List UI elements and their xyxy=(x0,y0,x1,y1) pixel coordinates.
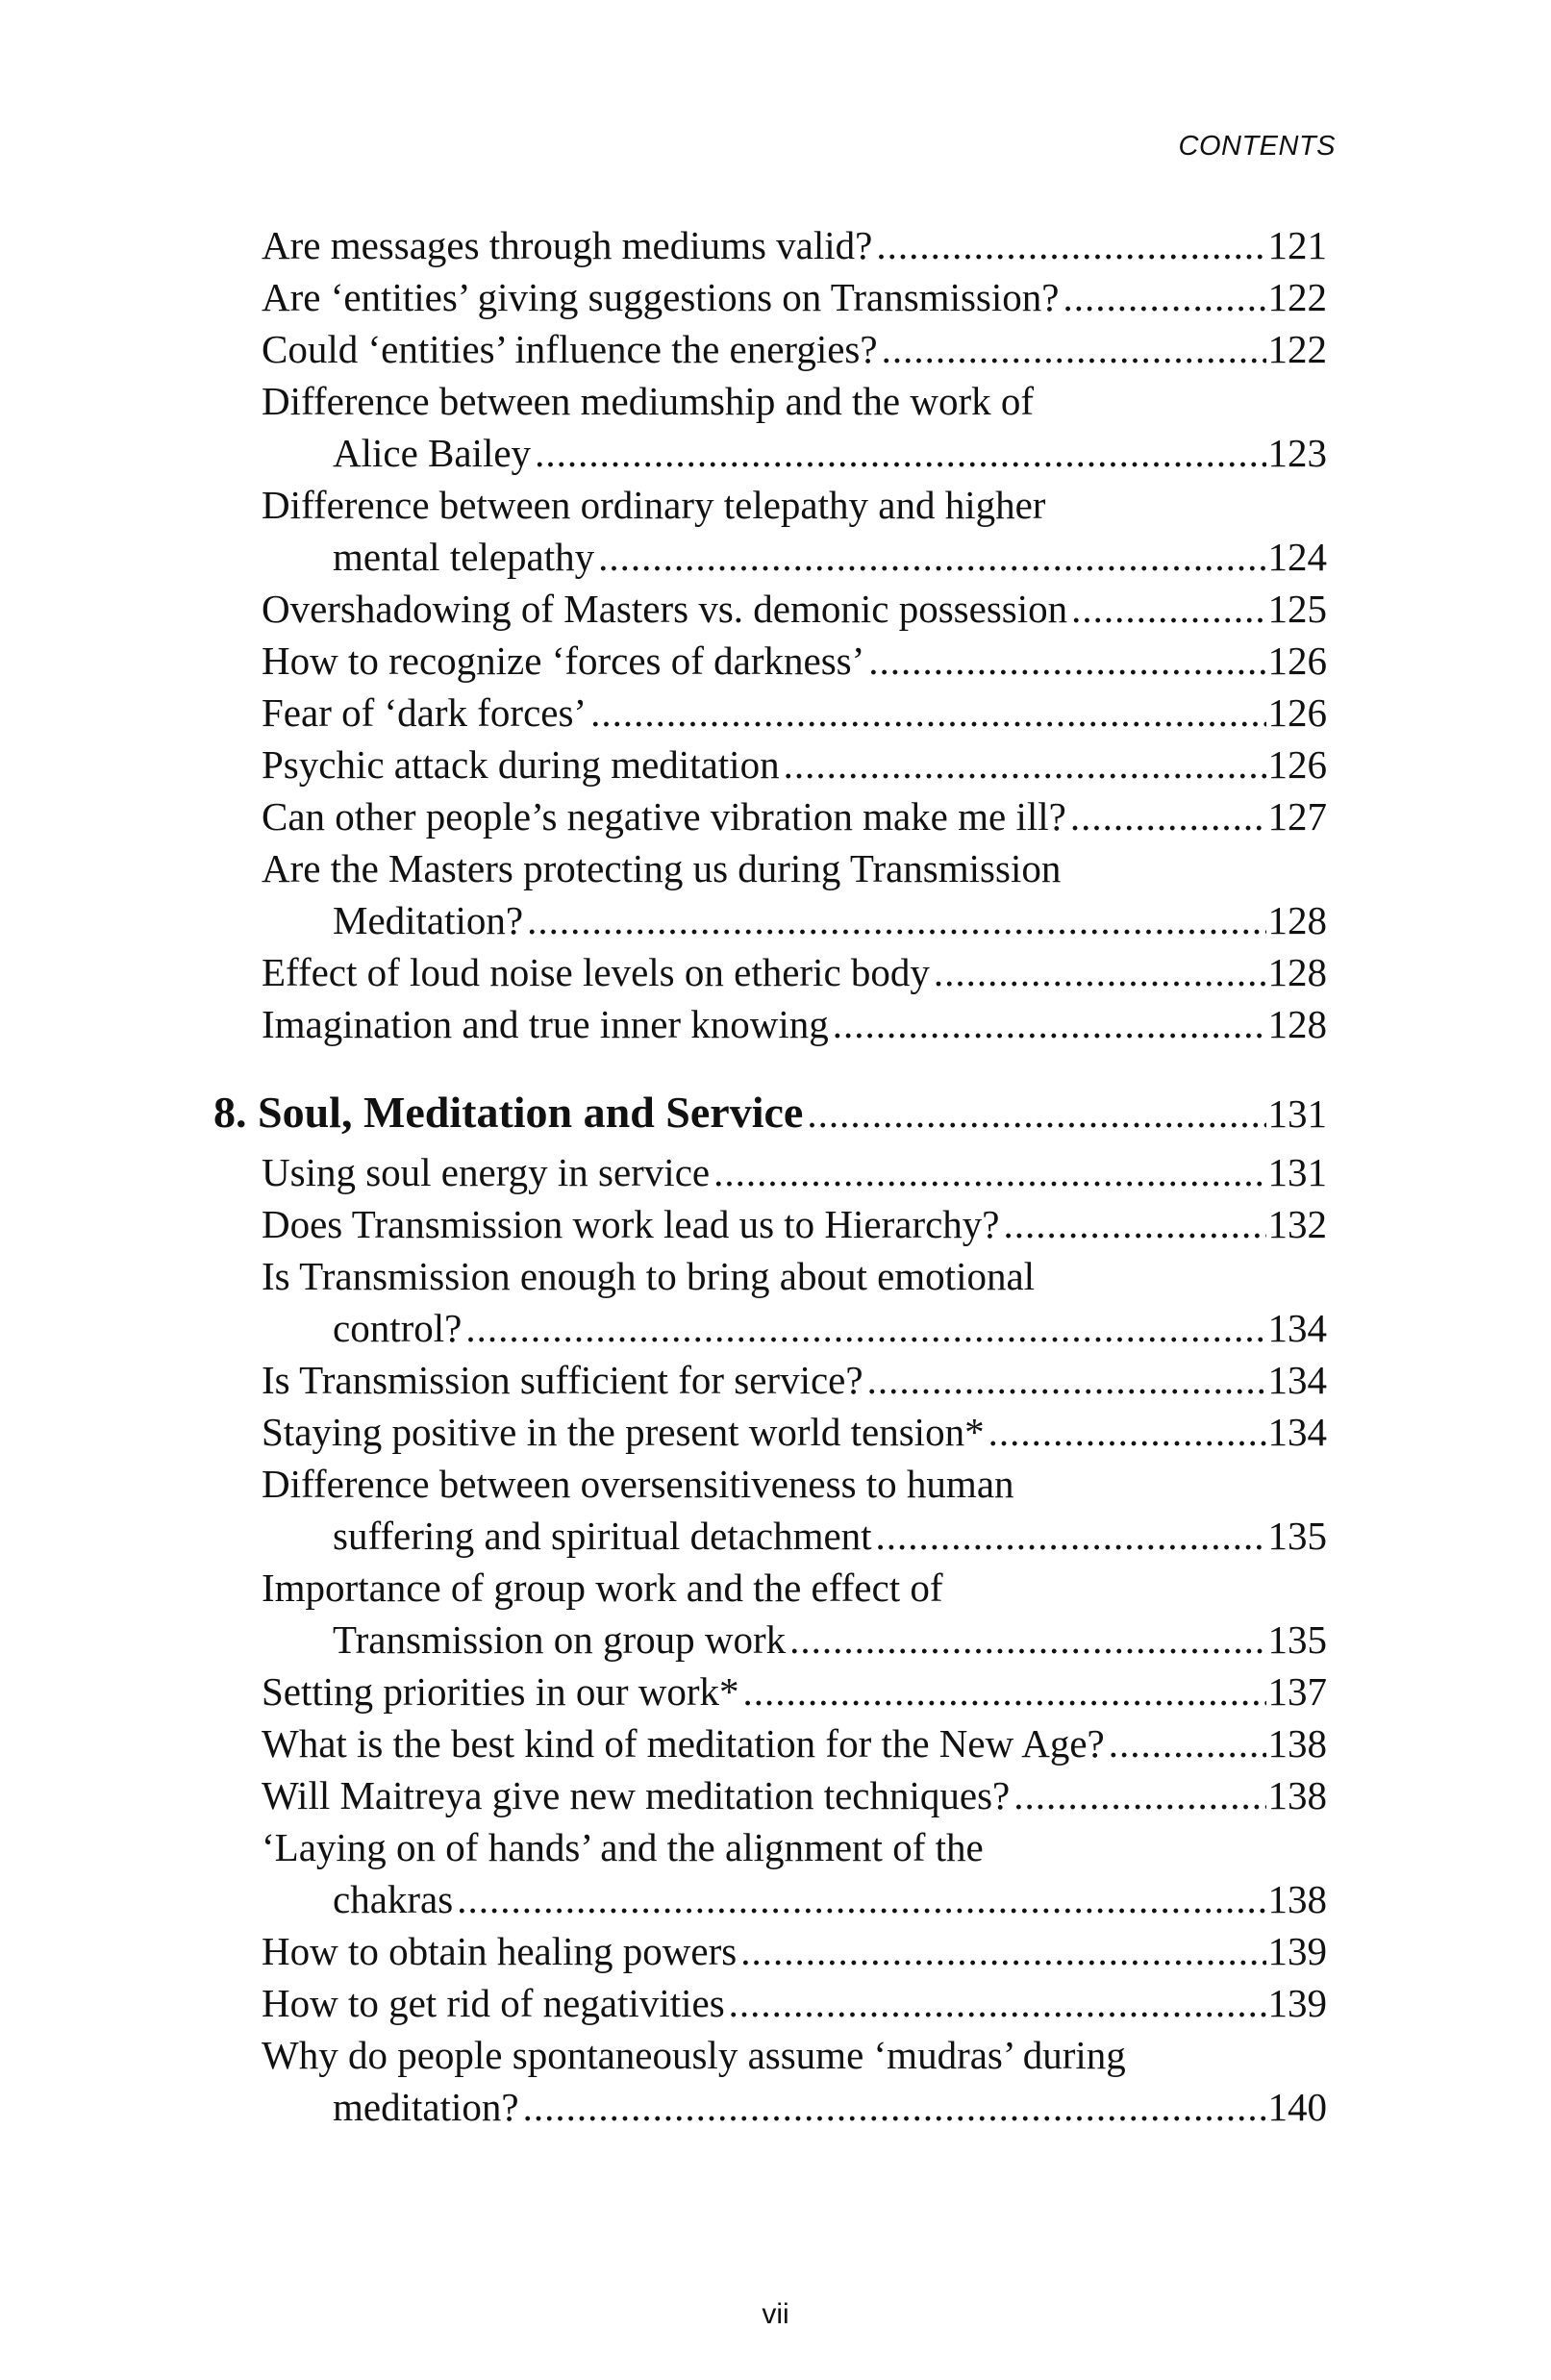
toc-entry-page: 134 xyxy=(1267,1410,1327,1454)
toc-entry-title: How to obtain healing powers xyxy=(262,1929,738,1973)
toc-entry-page: 139 xyxy=(1267,1981,1327,2025)
toc-entry-title: How to recognize ‘forces of darkness’ xyxy=(262,639,865,683)
toc-entry-page: 137 xyxy=(1267,1669,1327,1714)
toc-entry-first-line: ‘Laying on of hands’ and the alignment of the xyxy=(262,1825,984,1869)
toc-entry-multiline[interactable] xyxy=(262,2029,1327,2133)
toc-entry-title: Effect of loud noise levels on etheric body xyxy=(262,950,930,994)
dot-leader xyxy=(535,427,1265,479)
toc-entry-multiline[interactable] xyxy=(262,1250,1327,1354)
toc-entry-page: 134 xyxy=(1267,1306,1327,1350)
toc-entry-title: What is the best kind of meditation for the New Age? xyxy=(262,1721,1105,1766)
dot-leader xyxy=(1109,1717,1266,1769)
toc-entry-title: Staying positive in the present world tension* xyxy=(262,1410,985,1454)
chapter-heading[interactable] xyxy=(213,1087,1327,1146)
dot-leader xyxy=(729,1977,1266,2029)
page-number: vii xyxy=(762,2298,789,2330)
toc-entry-page: 125 xyxy=(1267,587,1327,631)
toc-entry-page: 135 xyxy=(1267,1617,1327,1662)
toc-entry-title: Overshadowing of Masters vs. demonic possession xyxy=(262,587,1068,631)
toc-entry-multiline[interactable] xyxy=(262,1562,1327,1666)
toc-entry[interactable] xyxy=(262,219,1327,271)
toc-entry-page: 122 xyxy=(1267,327,1327,371)
toc-entry-title: Setting priorities in our work* xyxy=(262,1669,739,1714)
toc-entry[interactable] xyxy=(262,323,1327,375)
dot-leader xyxy=(876,1510,1266,1562)
toc-entry-first-line: Is Transmission enough to bring about emotional xyxy=(262,1254,1036,1298)
dot-leader xyxy=(876,219,1265,271)
table-of-contents xyxy=(213,219,1327,2133)
toc-entry-title: Fear of ‘dark forces’ xyxy=(262,690,588,735)
toc-entry-first-line: Importance of group work and the effect of xyxy=(262,1566,943,1610)
toc-entry-multiline[interactable] xyxy=(262,1458,1327,1562)
toc-entry-multiline[interactable] xyxy=(262,842,1327,946)
toc-entry[interactable] xyxy=(262,271,1327,323)
toc-entry-title: Will Maitreya give new meditation techniques? xyxy=(262,1773,1011,1817)
dot-leader xyxy=(523,2081,1266,2133)
toc-entry-first-line: Difference between mediumship and the work of xyxy=(262,379,1035,423)
dot-leader xyxy=(807,1088,1265,1140)
toc-entry-page: 123 xyxy=(1267,431,1327,475)
toc-entry[interactable] xyxy=(262,687,1327,739)
toc-entry-page: 128 xyxy=(1267,1002,1327,1046)
dot-leader xyxy=(833,998,1266,1050)
toc-entry-page: 122 xyxy=(1267,275,1327,319)
toc-entry-first-line: Difference between oversensitiveness to human xyxy=(262,1462,1014,1506)
toc-entry-title: meditation? xyxy=(333,2085,519,2129)
dot-leader xyxy=(527,894,1265,946)
dot-leader xyxy=(598,531,1265,583)
dot-leader xyxy=(590,687,1265,739)
toc-entry-title: chakras xyxy=(333,1877,454,1921)
toc-entry-page: 138 xyxy=(1267,1721,1327,1766)
toc-entry-title: Can other people’s negative vibration make me ill? xyxy=(262,794,1066,839)
dot-leader xyxy=(784,739,1266,790)
toc-entry-title: Imagination and true inner knowing xyxy=(262,1002,829,1046)
dot-leader xyxy=(934,946,1266,998)
toc-entry[interactable] xyxy=(262,1769,1327,1821)
toc-entry[interactable] xyxy=(262,635,1327,687)
toc-entry-title: Transmission on group work xyxy=(333,1617,787,1662)
toc-entry-multiline[interactable] xyxy=(262,375,1327,479)
toc-entry-page: 128 xyxy=(1267,950,1327,994)
toc-entry-title: Is Transmission sufficient for service? xyxy=(262,1358,863,1402)
toc-entry-page: 131 xyxy=(1267,1150,1327,1194)
toc-entry-title: Meditation? xyxy=(333,898,524,942)
toc-entry-page: 124 xyxy=(1267,535,1327,579)
dot-leader xyxy=(1070,790,1266,842)
toc-entry-title: How to get rid of negativities xyxy=(262,1981,725,2025)
dot-leader xyxy=(988,1406,1266,1458)
chapter-title: 8. Soul, Meditation and Service xyxy=(213,1088,804,1137)
toc-entry-page: 139 xyxy=(1267,1929,1327,1973)
dot-leader xyxy=(465,1302,1265,1354)
toc-entry-title: Alice Bailey xyxy=(333,431,532,475)
toc-entry-page: 140 xyxy=(1267,2085,1327,2129)
toc-entry[interactable] xyxy=(262,1717,1327,1769)
toc-entry[interactable] xyxy=(262,998,1327,1050)
dot-leader xyxy=(1071,583,1265,635)
toc-entry[interactable] xyxy=(262,1146,1327,1198)
dot-leader xyxy=(743,1666,1266,1717)
toc-entry[interactable] xyxy=(262,1925,1327,1977)
dot-leader xyxy=(1063,271,1265,323)
toc-entry-page: 127 xyxy=(1267,794,1327,839)
toc-entry-page: 126 xyxy=(1267,639,1327,683)
toc-entry-page: 126 xyxy=(1267,690,1327,735)
toc-entry[interactable] xyxy=(262,1198,1327,1250)
dot-leader xyxy=(867,1354,1266,1406)
toc-entry-page: 128 xyxy=(1267,898,1327,942)
toc-entry[interactable] xyxy=(262,583,1327,635)
toc-entry[interactable] xyxy=(262,1666,1327,1717)
toc-entry-title: suffering and spiritual detachment xyxy=(333,1514,872,1558)
toc-entry-page: 138 xyxy=(1267,1877,1327,1921)
toc-entry-title: control? xyxy=(333,1306,463,1350)
dot-leader xyxy=(457,1873,1265,1925)
toc-entry-title: Psychic attack during meditation xyxy=(262,742,780,787)
toc-entry[interactable] xyxy=(262,946,1327,998)
toc-entry-title: Are ‘entities’ giving suggestions on Transmission? xyxy=(262,275,1060,319)
dot-leader xyxy=(713,1146,1265,1198)
toc-entry[interactable] xyxy=(262,1977,1327,2029)
toc-entry-page: 135 xyxy=(1267,1514,1327,1558)
toc-entry-page: 132 xyxy=(1267,1202,1327,1246)
dot-leader xyxy=(789,1614,1265,1666)
toc-entry-title: Does Transmission work lead us to Hierarchy? xyxy=(262,1202,1000,1246)
running-head: CONTENTS xyxy=(1178,131,1336,162)
dot-leader xyxy=(1013,1769,1265,1821)
dot-leader xyxy=(740,1925,1265,1977)
toc-entry-title: Are messages through mediums valid? xyxy=(262,223,873,267)
toc-entry-first-line: Why do people spontaneously assume ‘mudras’ during xyxy=(262,2033,1126,2077)
toc-entry-title: Using soul energy in service xyxy=(262,1150,711,1194)
toc-entry[interactable] xyxy=(262,1354,1327,1406)
toc-entry-first-line: Are the Masters protecting us during Transmission xyxy=(262,846,1062,890)
toc-entry-page: 138 xyxy=(1267,1773,1327,1817)
dot-leader xyxy=(868,635,1265,687)
toc-entry-title: Could ‘entities’ influence the energies? xyxy=(262,327,878,371)
toc-entry-multiline[interactable] xyxy=(262,1821,1327,1925)
dot-leader xyxy=(882,323,1266,375)
chapter-page: 131 xyxy=(1267,1091,1327,1136)
toc-entry[interactable] xyxy=(262,1406,1327,1458)
toc-entry-page: 121 xyxy=(1267,223,1327,267)
dot-leader xyxy=(1004,1198,1266,1250)
toc-entry-title: mental telepathy xyxy=(333,535,595,579)
toc-entry-multiline[interactable] xyxy=(262,479,1327,583)
toc-entry-page: 126 xyxy=(1267,742,1327,787)
toc-entry-first-line: Difference between ordinary telepathy and higher xyxy=(262,483,1046,527)
toc-entry[interactable] xyxy=(262,790,1327,842)
toc-entry[interactable] xyxy=(262,739,1327,790)
toc-entry-page: 134 xyxy=(1267,1358,1327,1402)
